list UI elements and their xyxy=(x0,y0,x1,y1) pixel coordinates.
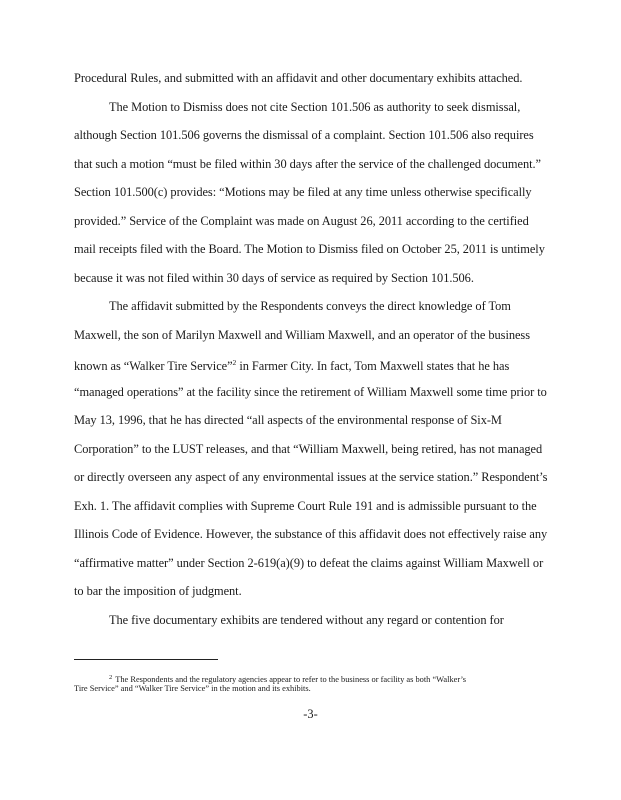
body-line: Maxwell, the son of Marilyn Maxwell and William Maxwell, and an operator of the business xyxy=(74,328,530,342)
body-line: although Section 101.506 governs the dismissal of a complaint. Section 101.506 also requires xyxy=(74,128,534,142)
body-line: Corporation” to the LUST releases, and that “William Maxwell, being retired, has not managed xyxy=(74,442,543,456)
body-line: May 13, 1996, that he has directed “all aspects of the environmental response of Six-M xyxy=(74,413,502,427)
body-line: because it was not filed within 30 days of service as required by Section 101.506. xyxy=(74,271,474,285)
body-line: provided.” Service of the Complaint was made on August 26, 2011 according to the certified xyxy=(74,214,529,228)
body-line: The five documentary exhibits are tendered without any regard or contention for xyxy=(109,613,504,627)
body-line: mail receipts filed with the Board. The Motion to Dismiss filed on October 25, 2011 is untimely xyxy=(74,242,545,256)
footnote-divider xyxy=(74,659,218,660)
body-text: known as “Walker Tire Service” xyxy=(74,359,233,373)
page-number: -3- xyxy=(303,707,318,721)
body-line: The affidavit submitted by the Respondents conveys the direct knowledge of Tom xyxy=(109,299,511,313)
body-line: that such a motion “must be filed within 30 days after the service of the challenged document.” xyxy=(74,157,541,171)
footnote-marker: 2 xyxy=(109,674,113,681)
body-line: Section 101.500(c) provides: “Motions may be filed at any time unless otherwise specifically xyxy=(74,185,532,199)
body-line: or directly overseen any aspect of any environmental issues at the service station.” Respondent’s xyxy=(74,470,548,484)
body-line: Exh. 1. The affidavit complies with Supreme Court Rule 191 and is admissible pursuant to the xyxy=(74,499,537,513)
body-text: in Farmer City. In fact, Tom Maxwell states that he has xyxy=(239,359,510,373)
footnote-reference: 2 xyxy=(232,358,237,367)
body-line: The Motion to Dismiss does not cite Section 101.506 as authority to seek dismissal, xyxy=(109,100,521,114)
body-line: “affirmative matter” under Section 2-619(a)(9) to defeat the claims against William Maxwell or xyxy=(74,556,544,570)
body-line xyxy=(74,355,509,374)
body-line: to bar the imposition of judgment. xyxy=(74,584,242,598)
body-line: Illinois Code of Evidence. However, the substance of this affidavit does not effectively raise any xyxy=(74,527,548,541)
body-line: “managed operations” at the facility since the retirement of William Maxwell some time prior to xyxy=(74,385,547,399)
footnote-text: The Respondents and the regulatory agencies appear to refer to the business or facility as both “Walker’s xyxy=(115,675,467,684)
footnote-line: Tire Service” and “Walker Tire Service” in the motion and its exhibits. xyxy=(74,684,311,693)
body-line: Procedural Rules, and submitted with an affidavit and other documentary exhibits attached. xyxy=(74,71,523,85)
